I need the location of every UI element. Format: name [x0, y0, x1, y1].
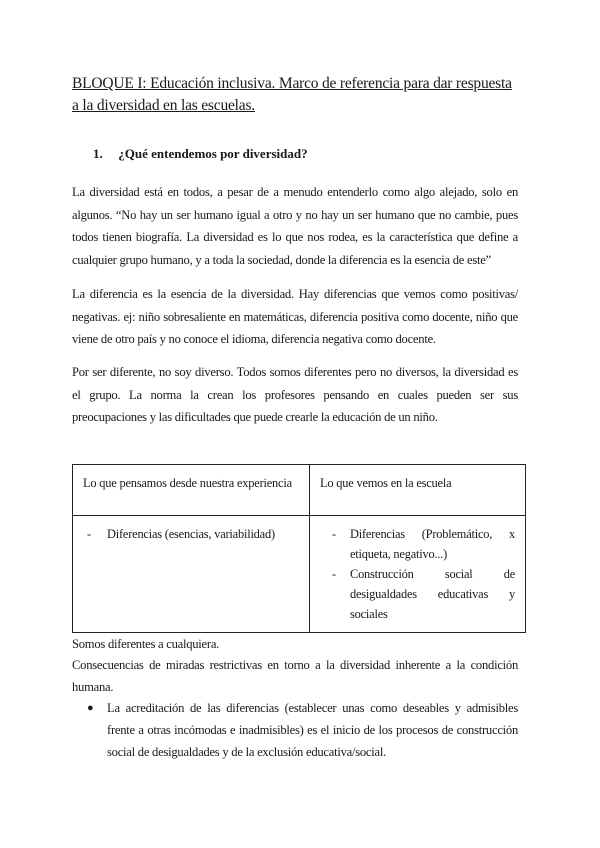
bullet-icon: ● — [87, 702, 94, 714]
list-item-text: Construcción social de desigualdades educativas y sociales — [350, 567, 515, 621]
dash-marker: - — [332, 527, 336, 541]
paragraph: Consecuencias de miradas restrictivas en torno a la diversidad inherente a la condición humana. — [72, 658, 518, 694]
page-title: BLOQUE I: Educación inclusiva. Marco de referencia para dar respuesta a la diversidad en las escuelas. — [72, 75, 512, 114]
section-number: 1. — [93, 146, 103, 161]
list-item-text: La acreditación de las diferencias (establecer unas como deseables y admisibles frente a otras incómodas e inadmisibles) es el inicio de los procesos de construcción social de desigualdades y de la exclusión educativa/social. — [107, 701, 518, 759]
table-header-cell: Lo que pensamos desde nuestra experiencia — [73, 465, 310, 516]
list-item — [320, 524, 515, 564]
list-item-text: Diferencias (esencias, variabilidad) — [107, 527, 275, 541]
comparison-table — [72, 464, 526, 633]
paragraph: Por ser diferente, no soy diverso. Todos somos diferentes pero no diversos, la diversidad es el grupo. La norma la crean los profesores pensando en cuales pueden ser sus preocupaciones y las dificultades que puede crearle la educación de un niño. — [72, 365, 518, 424]
paragraph: La diversidad está en todos, a pesar de a menudo entenderlo como algo alejado, solo en algunos. “No hay un ser humano igual a otro y no hay un ser humano que no cambie, pues todos tienen biografía. La diversidad es lo que nos rodea, es la característica que define a cualquier grupo humano, y a toda la sociedad, donde la diferencia es la esencia de este” — [72, 185, 518, 267]
list-item — [83, 524, 299, 544]
list-item — [320, 564, 515, 624]
list-item — [72, 697, 518, 763]
table-cell — [73, 516, 310, 633]
list-item-text: Diferencias (Problemático, x etiqueta, negativo...) — [350, 527, 515, 561]
dash-marker: - — [87, 527, 91, 541]
table-row — [73, 516, 526, 633]
paragraph: La diferencia es la esencia de la diversidad. Hay diferencias que vemos como positivas/ negativas. ej: niño sobresaliente en matemáticas, diferencia positiva como docente, niño que viene de otro país y no conoce el idioma, diferencia negativa como docente. — [72, 287, 518, 346]
section-heading — [93, 145, 308, 163]
table-cell — [310, 516, 526, 633]
table-header-row — [73, 465, 526, 516]
section-heading-text: ¿Qué entendemos por diversidad? — [118, 146, 308, 161]
paragraph: Somos diferentes a cualquiera. — [72, 637, 220, 651]
dash-marker: - — [332, 567, 336, 581]
bullet-list — [72, 697, 518, 763]
table-header-cell: Lo que vemos en la escuela — [310, 465, 526, 516]
